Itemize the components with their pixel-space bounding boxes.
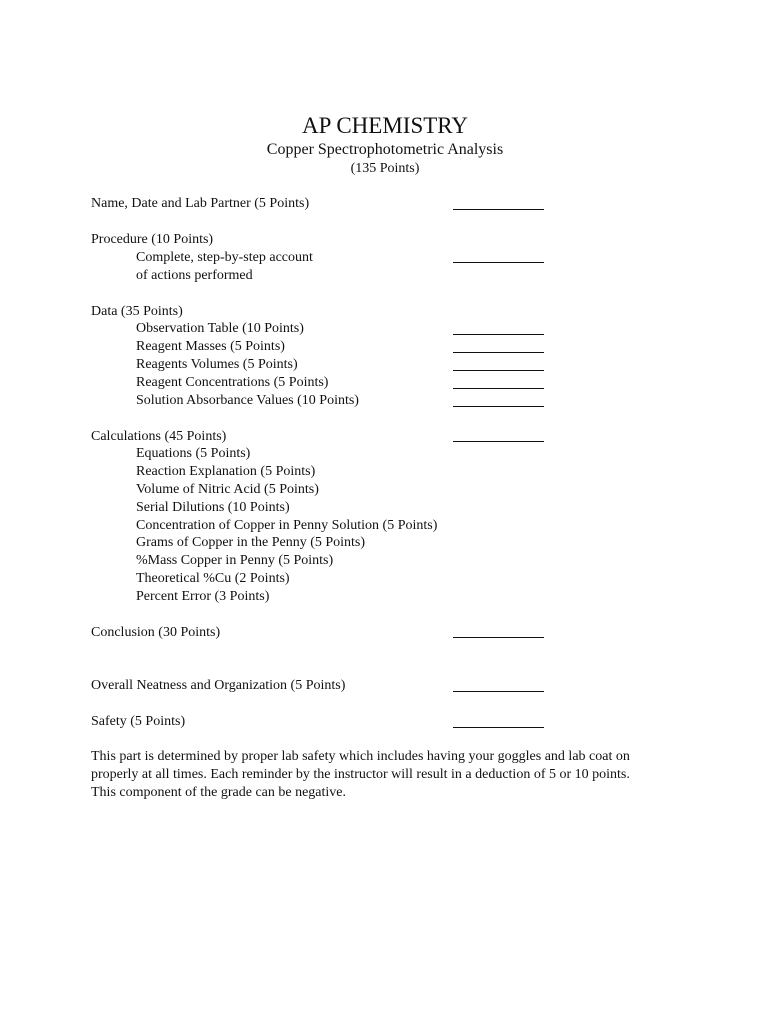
- rubric-data-heading: Data (35 Points): [91, 304, 183, 319]
- safety-note-line: properly at all times. Each reminder by the instructor will result in a deduction of 5 or 10 points.: [91, 767, 630, 782]
- score-blank-calculations: [453, 441, 544, 442]
- rubric-data-item: Observation Table (10 Points): [136, 321, 304, 336]
- rubric-calculations-item: Volume of Nitric Acid (5 Points): [136, 482, 319, 497]
- score-blank-data-item: [453, 406, 544, 407]
- safety-note-line: This component of the grade can be negative.: [91, 785, 347, 800]
- rubric-calculations-item: %Mass Copper in Penny (5 Points): [136, 553, 334, 568]
- score-blank-name-date: [453, 209, 544, 210]
- document-title: AP CHEMISTRY: [302, 113, 468, 138]
- rubric-calculations-item: Equations (5 Points): [136, 446, 251, 461]
- rubric-conclusion: Conclusion (30 Points): [91, 625, 221, 640]
- safety-note-line: This part is determined by proper lab safety which includes having your goggles and lab coat on: [91, 749, 630, 764]
- rubric-name-date: Name, Date and Lab Partner (5 Points): [91, 196, 310, 211]
- score-blank-neatness: [453, 691, 544, 692]
- rubric-procedure-item: of actions performed: [136, 268, 253, 283]
- score-blank-conclusion: [453, 637, 544, 638]
- score-blank-safety: [453, 727, 544, 728]
- rubric-calculations-item: Percent Error (3 Points): [136, 589, 270, 604]
- rubric-calculations-item: Concentration of Copper in Penny Solution (5 Points): [136, 518, 438, 533]
- rubric-neatness: Overall Neatness and Organization (5 Points): [91, 678, 346, 693]
- rubric-safety: Safety (5 Points): [91, 714, 186, 729]
- rubric-data-item: Reagents Volumes (5 Points): [136, 357, 298, 372]
- total-points: (135 Points): [350, 161, 420, 176]
- score-blank-data-item: [453, 352, 544, 353]
- score-blank-data-item: [453, 334, 544, 335]
- rubric-calculations-heading: Calculations (45 Points): [91, 429, 227, 444]
- safety-note: [91, 748, 691, 802]
- rubric-calculations-item: Reaction Explanation (5 Points): [136, 464, 316, 479]
- rubric-procedure-heading: Procedure (10 Points): [91, 232, 214, 247]
- rubric-calculations-item: Theoretical %Cu (2 Points): [136, 571, 290, 586]
- score-blank-data-item: [453, 370, 544, 371]
- rubric-calculations-item: Grams of Copper in the Penny (5 Points): [136, 535, 366, 550]
- score-blank-data-item: [453, 388, 544, 389]
- score-blank-procedure: [453, 262, 544, 263]
- rubric-data-item: Reagent Masses (5 Points): [136, 339, 285, 354]
- rubric-procedure-item: Complete, step-by-step account: [136, 250, 313, 265]
- rubric-data-item: Solution Absorbance Values (10 Points): [136, 393, 359, 408]
- rubric-calculations-item: Serial Dilutions (10 Points): [136, 500, 290, 515]
- document-subtitle: Copper Spectrophotometric Analysis: [266, 141, 504, 158]
- rubric-data-item: Reagent Concentrations (5 Points): [136, 375, 329, 390]
